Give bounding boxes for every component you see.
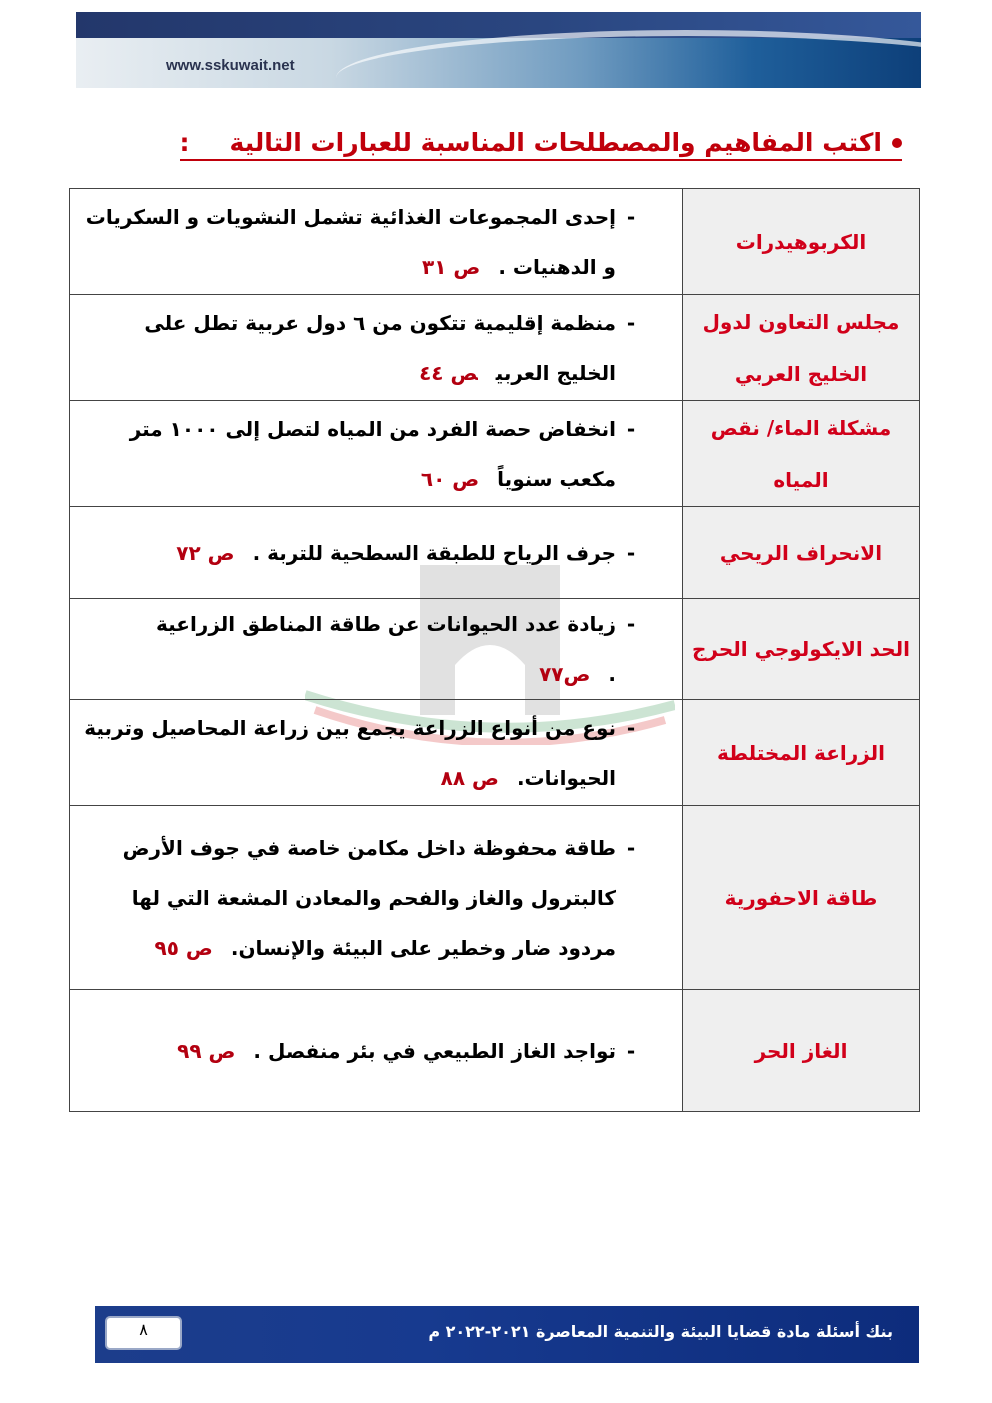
term-cell: مجلس التعاون لدول الخليج العربي [683,295,920,401]
dash-marker: - [626,1038,636,1063]
term-cell: الغاز الحر [683,990,920,1112]
dash-marker: - [626,416,636,441]
definition-text: تواجد الغاز الطبيعي في بئر منفصل . [253,1038,616,1063]
terms-table [69,188,920,1112]
dash-marker: - [626,310,636,335]
dash-marker: - [626,540,636,565]
table-row [70,507,920,599]
dash-marker: - [626,835,636,860]
definition-cell [70,295,683,401]
definition-text: طاقة محفوظة داخل مكامن خاصة في جوف الأرض كالبترول والغاز والفحم والمعادن المشعة التي لها مردود ضار وخطير على البيئة والإنسان. [122,835,616,960]
term-cell: طاقة الاحفورية [683,806,920,990]
footer-bar [95,1306,919,1363]
definition-text: إحدى المجموعات الغذائية تشمل النشويات و السكريات و الدهنيات . [85,204,616,279]
table-row [70,806,920,990]
table-row [70,401,920,507]
table-row [70,599,920,700]
definition-text: جرف الرياح للطبقة السطحية للتربة . [252,540,616,565]
definition-cell [70,700,683,806]
footer-title: بنك أسئلة مادة قضايا البيئة والتنمية المعاصرة ٢٠٢١-٢٠٢٢ م [428,1322,893,1341]
definition-text: انخفاض حصة الفرد من المياه لتصل إلى ١٠٠٠ متر مكعب سنوياً [129,416,616,491]
table-row [70,990,920,1112]
definition-cell [70,507,683,599]
dash-marker: - [626,715,636,740]
page-reference: ص ٦٠ [420,466,480,491]
table-row [70,700,920,806]
page-number: ٨ [105,1316,182,1350]
heading-colon: : [179,128,190,157]
table-row [70,295,920,401]
page-reference: ص ٤٤ [419,360,478,385]
bullet-icon [892,138,902,148]
definition-text: نوع من أنواع الزراعة يجمع بين زراعة المحاصيل وتربية الحيوانات. [84,715,616,790]
section-heading [180,128,902,161]
definition-text: زيادة عدد الحيوانات عن طاقة المناطق الزراعية . [156,612,616,686]
site-url[interactable]: www.sskuwait.net [166,57,295,74]
term-cell: الانحراف الريحي [683,507,920,599]
definition-cell [70,189,683,295]
dash-marker: - [626,204,636,229]
definition-cell [70,599,683,700]
page-reference: ص ٩٩ [177,1038,236,1063]
page-reference: ص٧٧ [539,662,591,686]
term-cell: مشكلة الماء/ نقص المياه [683,401,920,507]
definition-cell [70,806,683,990]
dash-marker: - [626,612,636,636]
definition-cell [70,401,683,507]
term-cell: الحد الايكولوجي الحرج [683,599,920,700]
page-reference: ص ٩٥ [154,935,213,960]
heading-text: اكتب المفاهيم والمصطلحات المناسبة للعبارات التالية [229,128,882,157]
page-reference: ص ٨٨ [440,765,499,790]
header-banner [76,12,921,88]
table-row [70,189,920,295]
page-reference: ص ٣١ [422,254,481,279]
term-cell: الكربوهيدرات [683,189,920,295]
definition-text: منظمة إقليمية تتكون من ٦ دول عربية تطل على الخليج العربي [144,310,616,385]
definition-cell [70,990,683,1112]
header-wave [336,30,921,88]
page-reference: ص ٧٢ [176,540,235,565]
term-cell: الزراعة المختلطة [683,700,920,806]
